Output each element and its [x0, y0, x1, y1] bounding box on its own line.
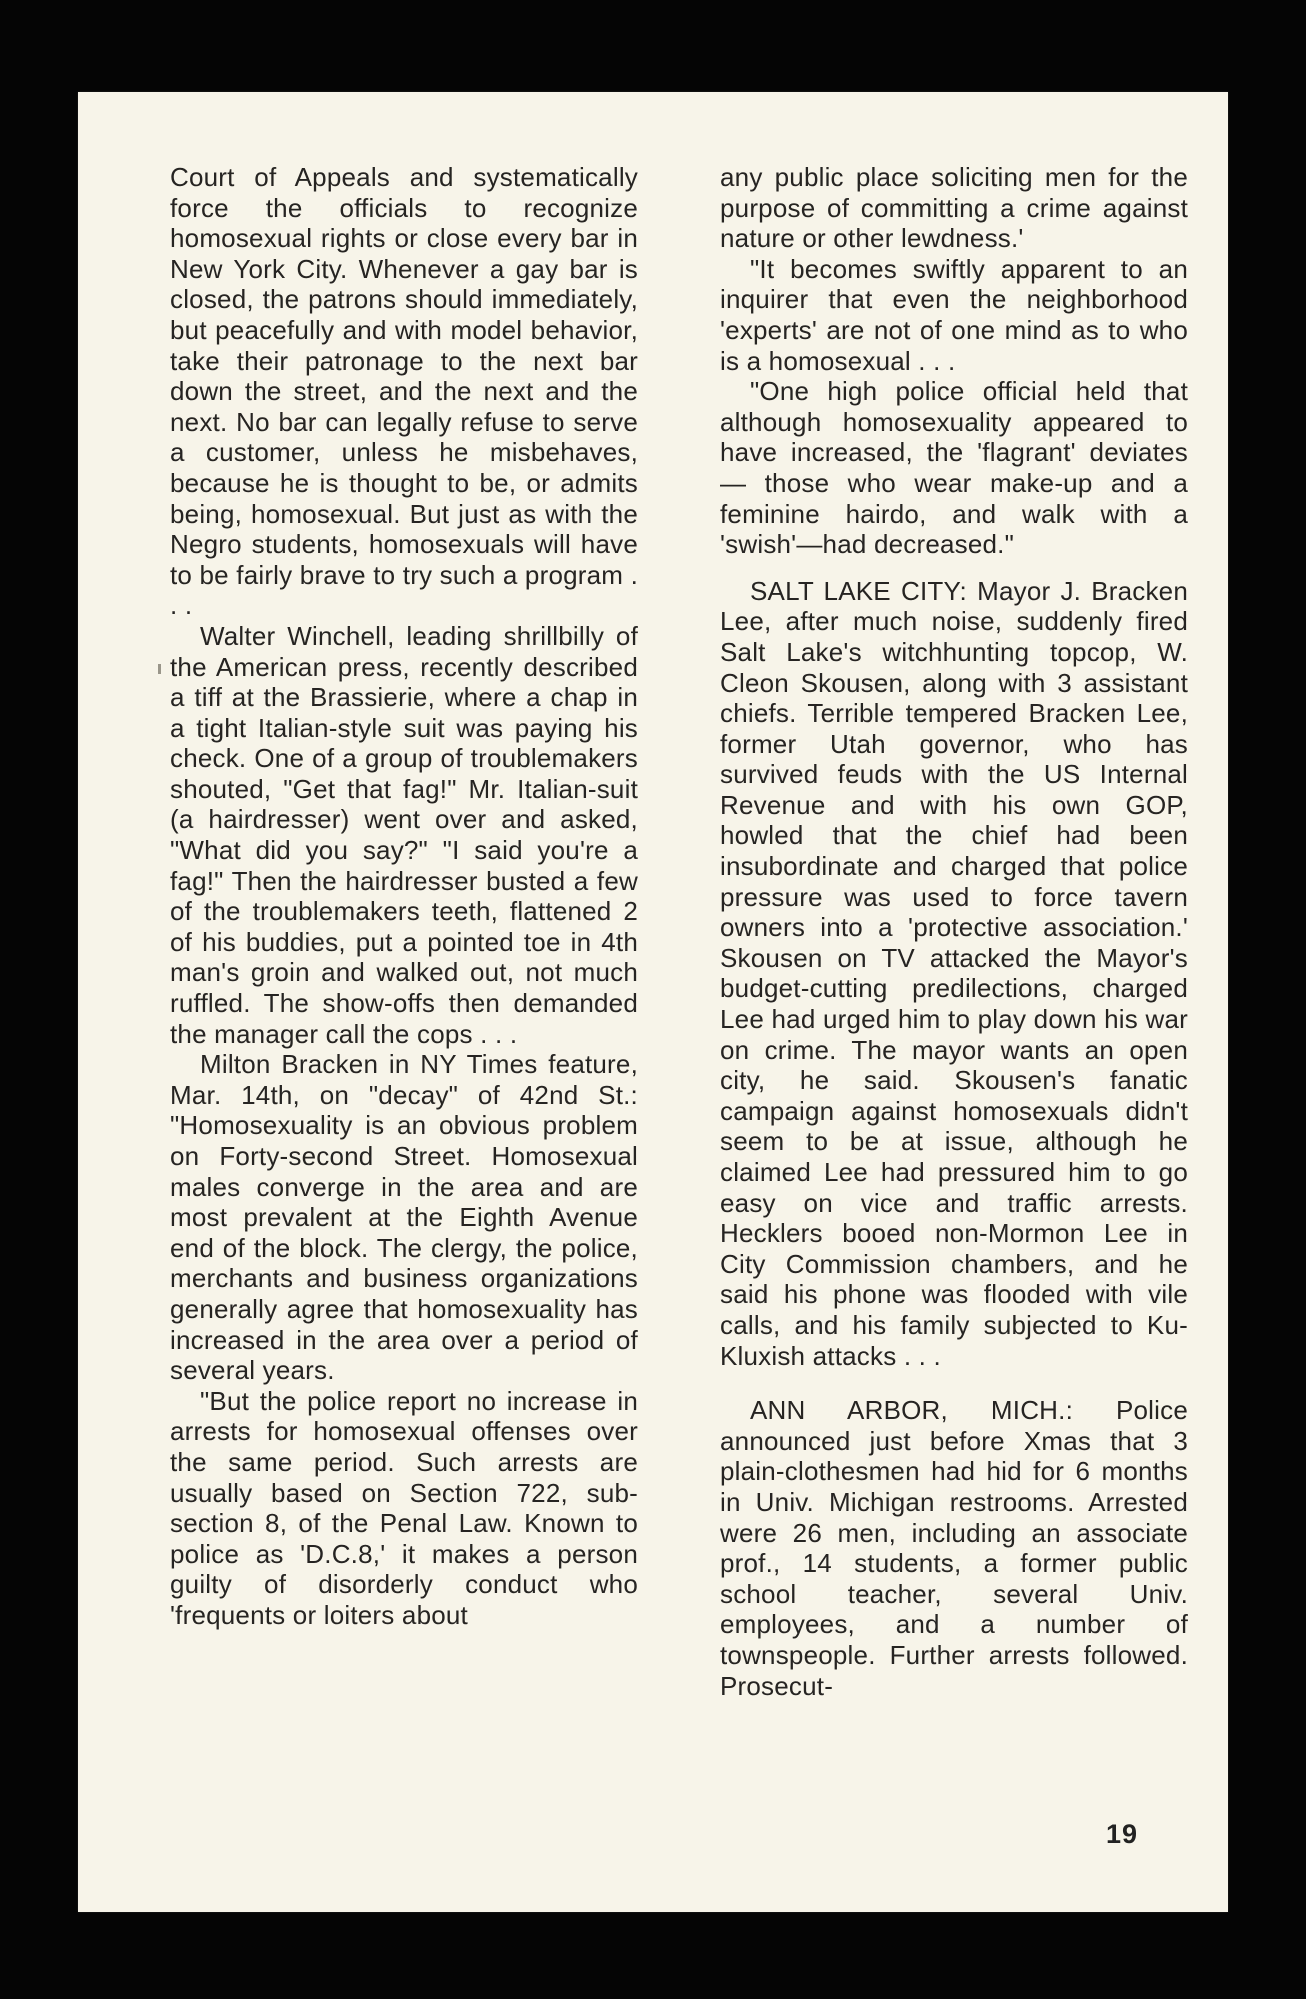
paragraph-police-official: "One high police official held that although homosexuality appeared to have increased, the 'flagrant' deviates — those who wear make-up and a feminine hairdo, and walk with a 'swish'—had decreased.": [720, 376, 1188, 560]
page-number: 19: [1105, 1819, 1138, 1849]
paragraph-nytimes: Milton Bracken in NY Times feature, Mar. 14th, on "decay" of 42nd St.: "Homosexuality is an obvious problem on Forty-second Street. Homosexual males converge in the area and are most prevalent at the Eighth Avenue end of the block. The clergy, the police, merchants and business organizations generally agree that homosexuality has increased in the area over a period of several years.: [170, 1049, 638, 1386]
paragraph-salt-lake-city: SALT LAKE CITY: Mayor J. Bracken Lee, after much noise, suddenly fired Salt Lake's witchhunting topcop, W. Cleon Skousen, along with 3 assistant chiefs. Terrible tempered Bracken Lee, former Utah governor, who has survived feuds with the US Internal Revenue and with his own GOP, howled that the chief had been insubordinate and charged that police pressure was used to force tavern owners into a 'protective association.' Skousen on TV attacked the Mayor's budget-cutting predilections, charged Lee had urged him to play down his war on crime. The mayor wants an open city, he said. Skousen's fanatic campaign against homosexuals didn't seem to be at issue, although he claimed Lee had pressured him to go easy on vice and traffic arrests. Hecklers booed non-Mormon Lee in City Commission chambers, and he said his phone was flooded with vile calls, and his family subjected to Ku-Kluxish attacks . . .: [720, 575, 1188, 1371]
paragraph-gay-bars: Court of Appeals and systematically force the officials to recognize homosexual rights or close every bar in New York City. Whenever a gay bar is closed, the patrons should immediately, but peacefully and with model behavior, take their patronage to the next bar down the street, and the next and the next. No bar can legally refuse to serve a customer, unless he misbehaves, because he is thought to be, or admits being, homosexual. But just as with the Negro students, homosexuals will have to be fairly brave to try such a program . . .: [170, 162, 638, 621]
right-column: [720, 162, 1188, 1701]
magazine-page: [78, 92, 1228, 1912]
left-column: [170, 162, 638, 1631]
paragraph-continuation: any public place soliciting men for the purpose of committing a crime against nature or other lewdness.': [720, 162, 1188, 254]
paragraph-winchell: Walter Winchell, leading shrillbilly of the American press, recently described a tiff at the Brassierie, where a chap in a tight Italian-style suit was paying his check. One of a group of troublemakers shouted, "Get that fag!" Mr. Italian-suit (a hairdresser) went over and asked, "What did you say?" "I said you're a fag!" Then the hairdresser busted a few of the troublemakers teeth, flattened 2 of his buddies, put a pointed toe in 4th man's groin and walked out, not much ruffled. The show-offs then demanded the manager call the cops . . .: [170, 620, 638, 1049]
paragraph-experts: "It becomes swiftly apparent to an inquirer that even the neighborhood 'experts' are not of one mind as to who is a homosexual . . .: [720, 253, 1188, 376]
paragraph-ann-arbor: ANN ARBOR, MICH.: Police announced just before Xmas that 3 plain-clothesmen had hid for 6 months in Univ. Michigan restrooms. Arrested were 26 men, including an associate prof., 14 students, a former public school teacher, several Univ. employees, and a number of townspeople. Further arrests followed. Prosecut-: [720, 1395, 1188, 1701]
paragraph-police-report: "But the police report no increase in arrests for homosexual offenses over the same period. Such arrests are usually based on Section 722, sub-section 8, of the Penal Law. Known to police as 'D.C.8,' it makes a person guilty of disorderly conduct who 'frequents or loiters about: [170, 1385, 638, 1630]
margin-mark: [158, 664, 161, 674]
